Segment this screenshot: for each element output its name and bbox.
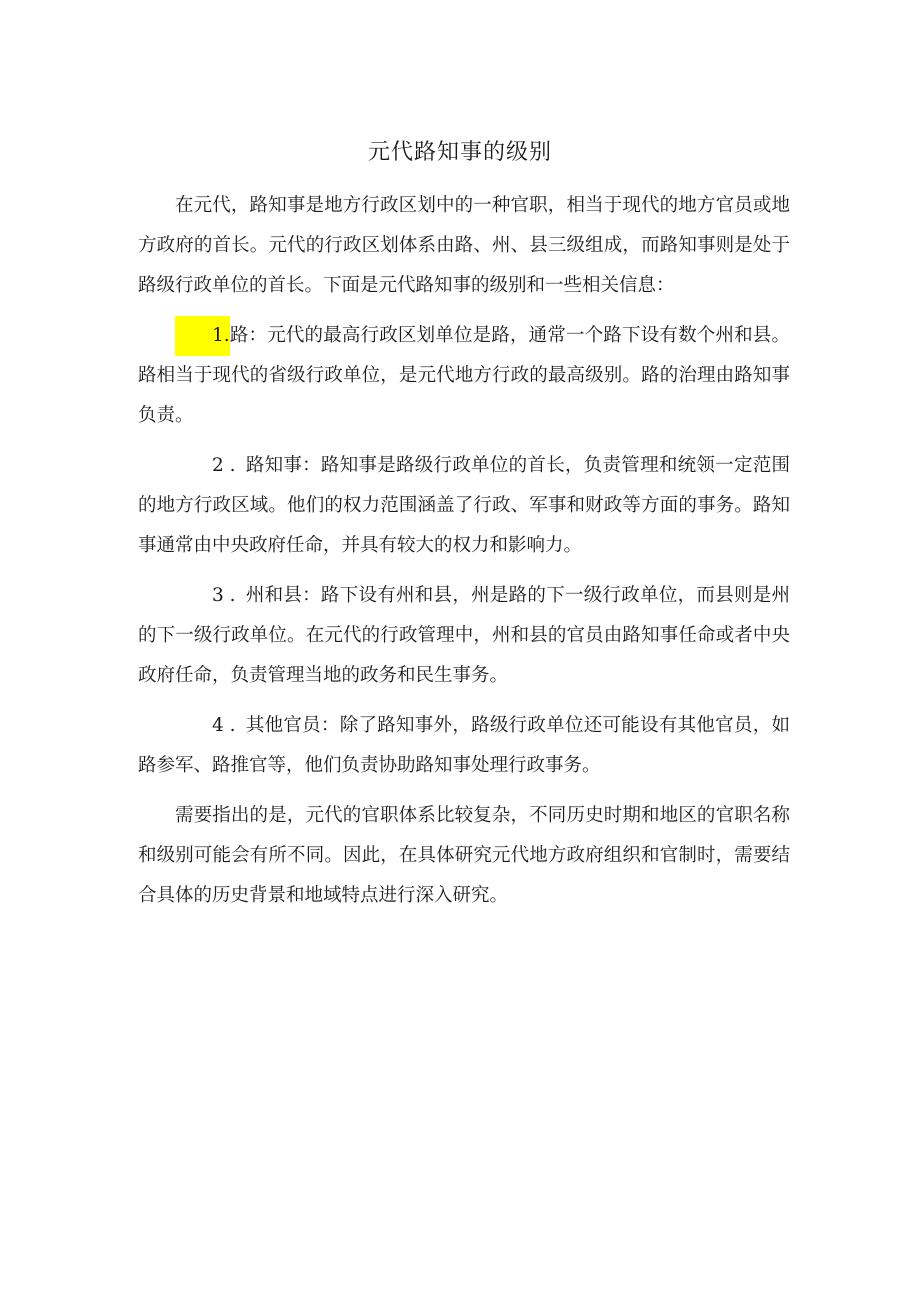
item-number-highlighted: 1. (175, 316, 230, 356)
item-number: 2 . (212, 455, 236, 476)
intro-paragraph: 在元代，路知事是地方行政区划中的一种官职，相当于现代的地方官员或地方政府的首长。元代的行政区划体系由路、州、县三级组成，而路知事则是处于路级行政单位的首长。下面是元代路知事的级别和一些相关信息： (138, 195, 790, 296)
item-text: 其他官员：除了路知事外，路级行政单位还可能设有其他官员，如路参军、路推官等，他们负责协助路知事处理行政事务。 (138, 715, 790, 776)
list-item (138, 576, 790, 696)
document-body (138, 186, 790, 926)
list-item (138, 316, 790, 436)
document-title: 元代路知事的级别 (367, 140, 552, 165)
list-item (138, 446, 790, 566)
list-item (138, 706, 790, 786)
item-text: 路知事：路知事是路级行政单位的首长，负责管理和统领一定范围的地方行政区域。他们的权力范围涵盖了行政、军事和财政等方面的事务。路知事通常由中央政府任命，并具有较大的权力和影响力。 (138, 455, 790, 556)
item-text: 州和县：路下设有州和县，州是路的下一级行政单位，而县则是州的下一级行政单位。在元代的行政管理中，州和县的官员由路知事任命或者中央政府任命，负责管理当地的政务和民生事务。 (138, 585, 790, 686)
item-number: 3 . (212, 585, 236, 606)
item-number: 4 . (212, 715, 236, 736)
item-text: 路：元代的最高行政区划单位是路，通常一个路下设有数个州和县。路相当于现代的省级行政单位，是元代地方行政的最高级别。路的治理由路知事负责。 (138, 325, 790, 426)
conclusion-paragraph: 需要指出的是，元代的官职体系比较复杂，不同历史时期和地区的官职名称和级别可能会有所不同。因此，在具体研究元代地方政府组织和官制时，需要结合具体的历史背景和地域特点进行深入研究。 (138, 805, 790, 906)
